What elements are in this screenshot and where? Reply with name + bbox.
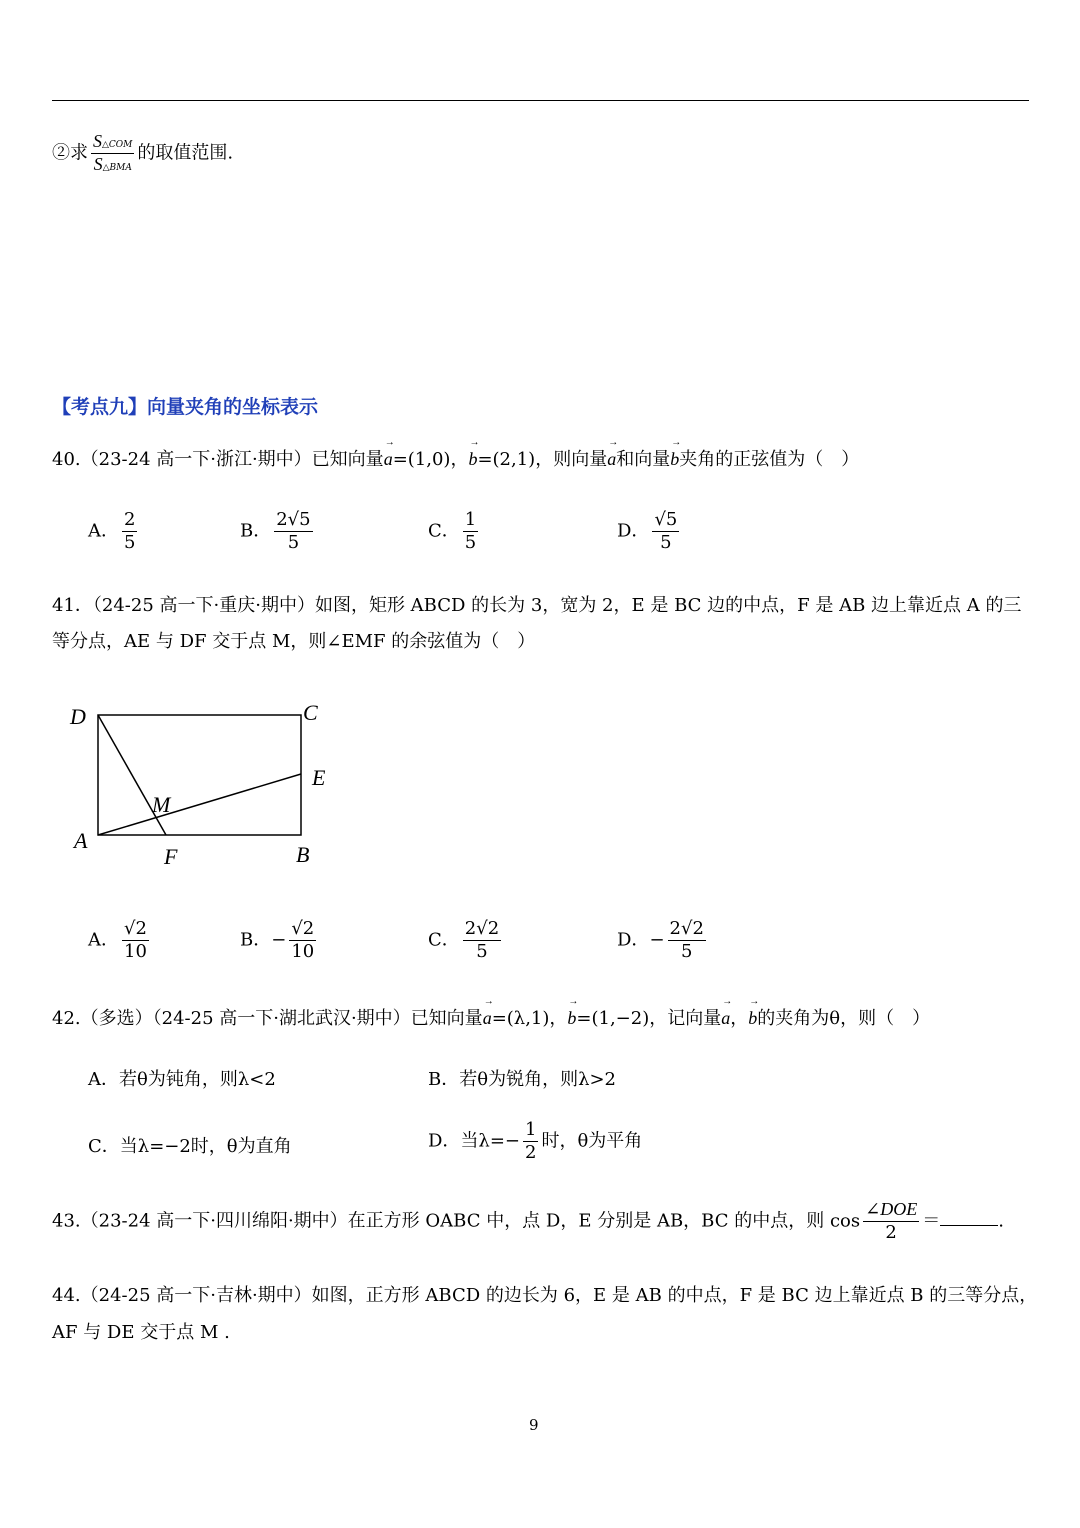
q42-sep: ， (549, 1008, 568, 1029)
q42-option-c[interactable] (88, 1132, 292, 1158)
q40-b-value: =(2,1) (477, 449, 536, 470)
q42-b-value: =(1,−2) (576, 1008, 650, 1029)
vector-b-ref: → b (748, 1008, 757, 1029)
option-label: A． (88, 1069, 119, 1090)
rectangle-figure (60, 690, 360, 880)
question-43 (52, 1200, 1004, 1243)
q42-option-d[interactable] (428, 1120, 642, 1163)
q40-tail: 夹角的正弦值为（ ） (679, 449, 860, 470)
q40-option-c[interactable] (428, 510, 481, 553)
q42-tail: 的夹角为θ，则（ ） (757, 1008, 931, 1029)
header-rule (52, 100, 1029, 101)
q44-line-2: AF 与 DE 交于点 M . (52, 1322, 230, 1343)
option-label: C． (88, 1136, 120, 1157)
question-40 (52, 445, 859, 471)
vector-b: → b (468, 449, 477, 470)
option-label: C． (428, 520, 460, 542)
option-label: D． (428, 1130, 461, 1152)
vector-b-ref: → b (670, 449, 679, 470)
q44-line-1: 44.（24-25 高一下·吉林·期中）如图，正方形 ABCD 的边长为 6，E 是 AB 的中点，F 是 BC 边上靠近点 B 的三等分点， (52, 1285, 1038, 1306)
label-d: D (70, 704, 86, 729)
sub-question-suffix: 的取值范围. (137, 142, 234, 164)
option-den: 10 (124, 940, 147, 962)
option-label: D． (617, 520, 650, 542)
option-label: A． (88, 929, 119, 951)
q41-option-d[interactable] (617, 919, 709, 962)
vector-b: → b (567, 1008, 576, 1029)
option-num: 2√2 (464, 918, 500, 939)
option-label: D． (617, 929, 650, 951)
q40-lead: 40.（23-24 高一下·浙江·期中）已知向量 (52, 449, 384, 470)
q40-a-value: =(1,0) (392, 449, 451, 470)
segment-ae (98, 774, 301, 835)
option-label: B． (240, 929, 272, 951)
option-num: 1 (464, 509, 477, 530)
option-pre: 当λ=− (460, 1130, 521, 1152)
q41-option-c[interactable] (428, 919, 504, 962)
option-text: 当λ=−2时，θ为直角 (119, 1136, 292, 1157)
q40-sep: ， (450, 449, 469, 470)
option-label: A． (88, 520, 119, 542)
q40-option-b[interactable] (240, 510, 316, 553)
q42-option-b[interactable] (428, 1065, 616, 1091)
label-a: A (74, 828, 88, 853)
option-label: B． (240, 520, 272, 542)
q40-option-d[interactable] (617, 510, 682, 553)
option-sign: − (649, 929, 665, 951)
option-den: 5 (124, 531, 136, 553)
option-den: 5 (476, 940, 488, 962)
option-num: √5 (654, 509, 678, 530)
q40-mid2: 和向量 (616, 449, 671, 470)
q43-end: . (998, 1210, 1004, 1232)
vector-a: → a (483, 1008, 492, 1029)
question-42 (52, 1004, 930, 1030)
q41-line-1: 41．（24-25 高一下·重庆·期中）如图，矩形 ABCD 的长为 3，宽为 2，E 是 BC 边的中点，F 是 AB 边上靠近点 A 的三 (52, 595, 1022, 616)
frac-num-sub: △COM (102, 140, 133, 150)
option-den: 5 (464, 531, 477, 553)
sub-question (52, 132, 233, 175)
option-label: C． (428, 929, 460, 951)
label-c: C (303, 700, 318, 725)
option-text: 若θ为钝角，则λ<2 (119, 1069, 276, 1090)
q41-option-b[interactable] (240, 919, 319, 962)
frac-num: S (93, 131, 102, 151)
q43-equals: ＝ (922, 1210, 941, 1232)
frac-den-sub: △BMA (102, 162, 132, 173)
q42-option-a[interactable] (88, 1065, 276, 1091)
option-label: B． (428, 1069, 460, 1090)
q43-fraction (863, 1200, 919, 1243)
q42-a-value: =(λ,1) (491, 1008, 550, 1029)
vector-a: → a (384, 449, 393, 470)
vector-a-ref: → a (607, 449, 616, 470)
ratio-fraction (91, 132, 134, 175)
label-f: F (164, 844, 178, 869)
q40-option-a[interactable] (88, 510, 140, 553)
label-e: E (312, 765, 326, 790)
option-num: √2 (291, 918, 315, 939)
q41-option-a[interactable] (88, 919, 152, 962)
option-num: 2√2 (669, 918, 704, 939)
option-den: 5 (660, 531, 672, 553)
q42-lead: 42.（多选）（24-25 高一下·湖北武汉·期中）已知向量 (52, 1008, 483, 1029)
vector-a-ref: → a (721, 1008, 730, 1029)
option-den: 5 (680, 940, 693, 962)
label-m: M (152, 792, 171, 817)
option-post: 时，θ为平角 (541, 1130, 643, 1152)
q42-sep-2: ， (730, 1008, 749, 1029)
answer-blank[interactable] (940, 1211, 998, 1226)
page-number: 9 (529, 1416, 539, 1434)
option-den: 5 (287, 531, 300, 553)
q42-mid: ，记向量 (649, 1008, 722, 1029)
option-num: 2 (124, 509, 136, 530)
q43-frac-den: 2 (885, 1221, 897, 1243)
sub-question-prefix: ②求 (52, 142, 88, 164)
option-den: 2 (525, 1141, 537, 1163)
option-text: 若θ为锐角，则λ>2 (459, 1069, 617, 1090)
label-b: B (296, 842, 310, 867)
section-heading: 【考点九】向量夹角的坐标表示 (52, 396, 319, 418)
option-den: 10 (291, 940, 315, 962)
frac-den: S (93, 153, 103, 174)
option-num: √2 (124, 918, 147, 939)
option-num: 1 (525, 1119, 537, 1140)
q43-frac-num: ∠DOE (863, 1200, 919, 1222)
q40-mid: ，则向量 (535, 449, 608, 470)
option-sign: − (271, 929, 287, 951)
rectangle-abcd (98, 715, 301, 835)
option-num: 2√5 (276, 509, 311, 530)
q43-lead: 43.（23-24 高一下·四川绵阳·期中）在正方形 OABC 中，点 D，E 分别是 AB，BC 的中点，则 cos (52, 1210, 861, 1232)
q41-line-2: 等分点，AE 与 DF 交于点 M，则∠EMF 的余弦值为（ ） (52, 631, 536, 652)
